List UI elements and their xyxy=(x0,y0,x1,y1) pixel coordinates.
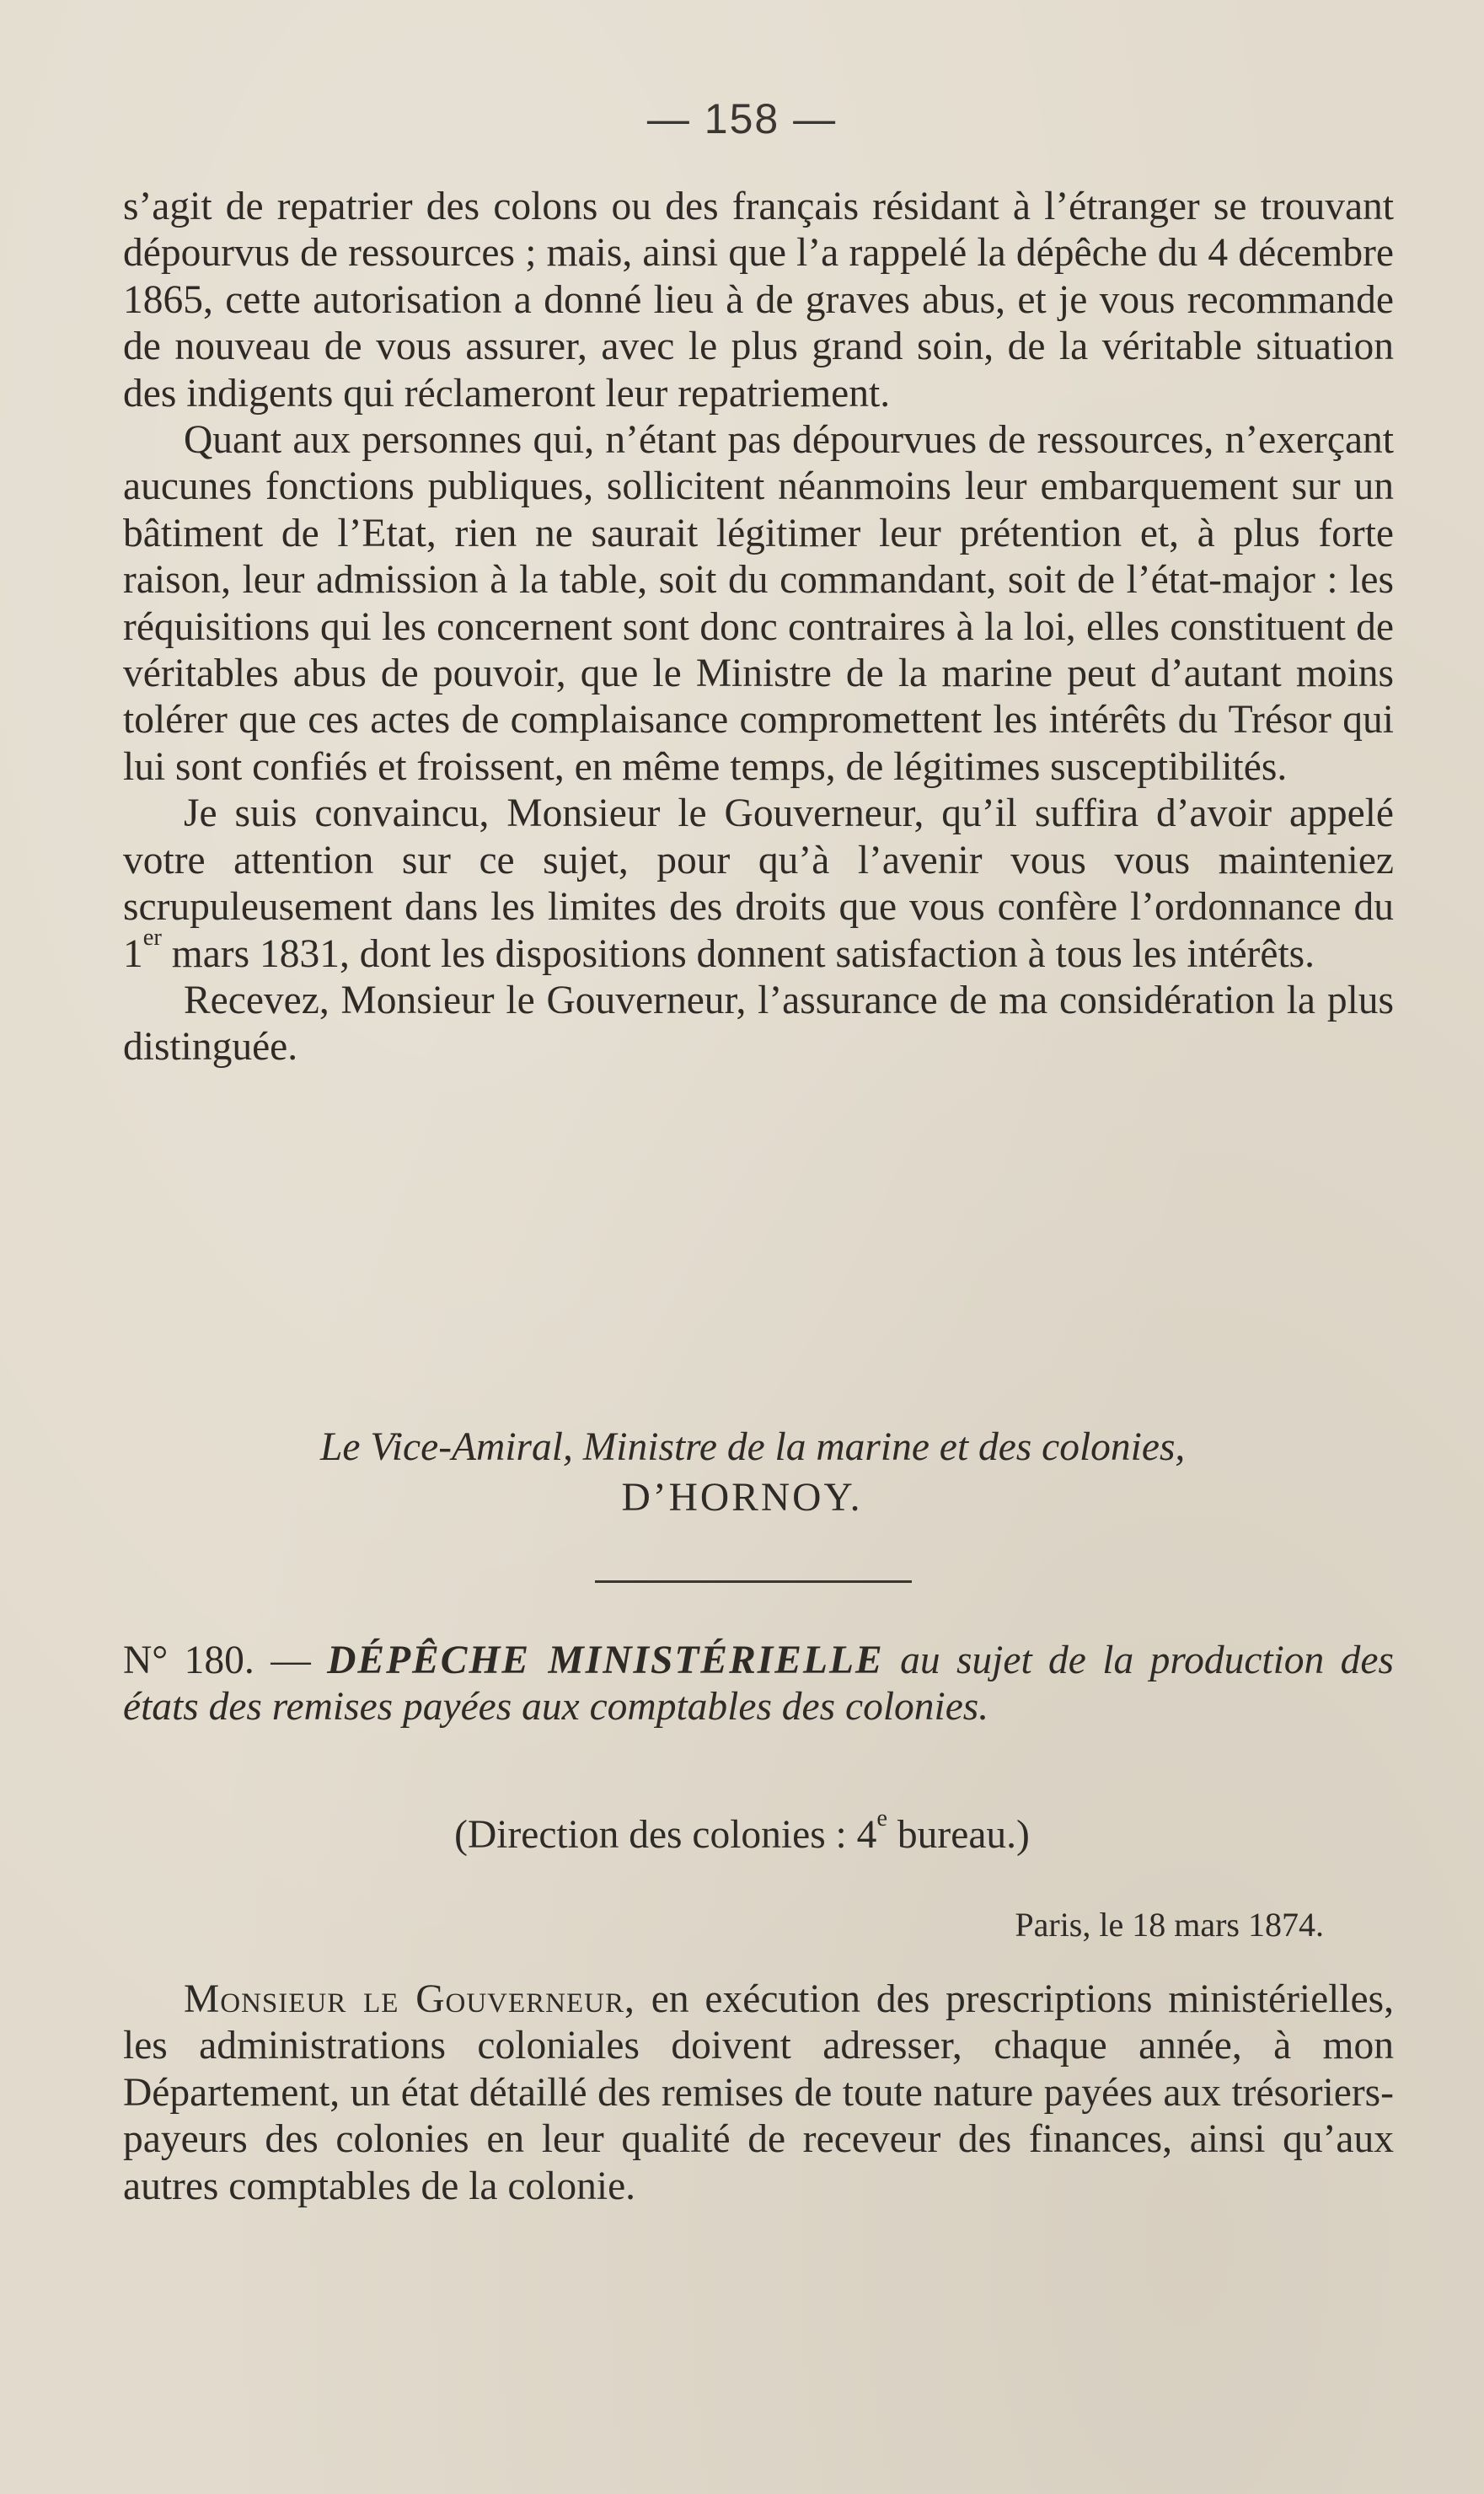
signature-title: Le Vice-Amiral, Ministre de la marine et des colonies, xyxy=(320,1425,1186,1469)
dispatch-body-text: en exécution des prescriptions ministérielles, les administrations coloniales doivent adresser, chaque année, à mon Département, un état détaillé des remises de toute nature payées aux trésoriers-payeurs des colonies en leur qualité de receveur des finances, ainsi qu’aux autres comptables de la colonie. xyxy=(123,1977,1395,2208)
dispatch-number: N° 180. — xyxy=(123,1639,311,1682)
dispatch-direction-superscript: e xyxy=(876,1805,888,1832)
dispatch-paragraph-1 xyxy=(123,1976,1394,2210)
dispatch-body xyxy=(123,1976,1394,2210)
letter-paragraph-3-text-a: Je suis convaincu, Monsieur le Gouverneur, qu’il suffira d’avoir appelé votre attention sur ce sujet, pour qu’à l’avenir vous vous mainteniez scrupuleusement dans les limites des droits que vous confère l’ordonnance du 1 xyxy=(123,791,1394,976)
dispatch-header xyxy=(123,1638,1394,1731)
dispatch-direction xyxy=(0,1805,1484,1858)
dispatch-salutation: Monsieur le Gouverneur, xyxy=(184,1977,635,2021)
letter-paragraph-3-text-b: mars 1831, dont les dispositions donnent satisfaction à tous les intérêts. xyxy=(161,931,1315,976)
dispatch-title: DÉPÊCHE MINISTÉRIELLE xyxy=(327,1639,884,1682)
section-divider xyxy=(595,1580,912,1583)
letter-paragraph-2: Quant aux personnes qui, n’étant pas dépourvues de ressources, n’exerçant aucunes fonctions publiques, sollicitent néanmoins leur embarquement sur un bâtiment de l’Etat, rien ne saurait légitimer leur prétention et, à plus forte raison, leur admission à la table, soit du commandant, soit de l’état-major : les réquisitions qui les concernent sont donc contraires à la loi, elles constituent de véritables abus de pouvoir, que le Ministre de la marine peut d’autant moins tolérer que ces actes de complaisance compromettent les intérêts du Trésor qui lui sont confiés et froissent, en même temps, de légitimes susceptibilités. xyxy=(123,418,1394,789)
signature-name: D’HORNOY. xyxy=(621,1476,863,1520)
dispatch-direction-text-b: bureau.) xyxy=(887,1813,1030,1857)
dispatch-dateline: Paris, le 18 mars 1874. xyxy=(1015,1906,1324,1944)
dispatch-direction-text-a: (Direction des colonies : 4 xyxy=(454,1813,877,1857)
letter-paragraph-1: s’agit de repatrier des colons ou des français résidant à l’étranger se trouvant dépourvus de ressources ; mais, ainsi que l’a rappelé la dépêche du 4 décembre 1865, cette autorisation a donné lieu à de graves abus, et je vous recommande de nouveau de vous assurer, avec le plus grand soin, de la véritable situation des indigents qui réclameront leur repatriement. xyxy=(123,185,1394,416)
dispatch-subject: au sujet de la production des états des remises payées aux comptables des colonies. xyxy=(123,1639,1395,1730)
letter-paragraph-3 xyxy=(123,791,1394,978)
letter-body xyxy=(123,184,1394,1071)
page-number: — 158 — xyxy=(646,95,838,142)
letter-paragraph-3-superscript: er xyxy=(142,924,162,951)
letter-closing: Recevez, Monsieur le Gouverneur, l’assurance de ma considération la plus distinguée. xyxy=(123,978,1394,1070)
